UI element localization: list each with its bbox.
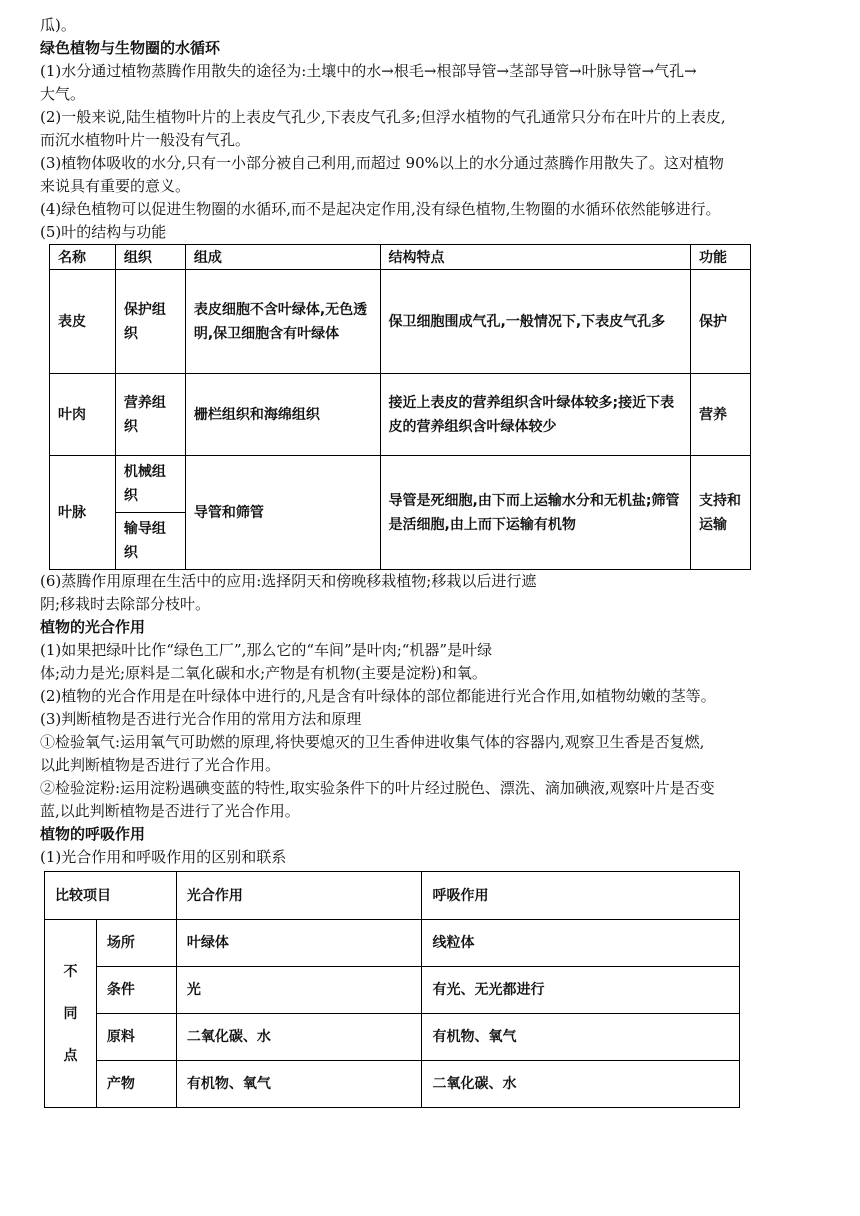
cell-photosynthesis: 二氧化碳、水 [176, 1014, 422, 1061]
cell-features: 保卫细胞围成气孔,一般情况下,下表皮气孔多 [380, 270, 690, 374]
cell-photosynthesis: 光 [176, 967, 422, 1014]
cell-composition: 导管和筛管 [185, 456, 380, 570]
table-header-row [45, 872, 740, 920]
header-cell: 功能 [691, 245, 751, 270]
text-line: (2)一般来说,陆生植物叶片的上表皮气孔少,下表皮气孔多;但浮水植物的气孔通常只分布在叶片的上表皮, [40, 108, 726, 126]
cell-function: 营养 [691, 374, 751, 456]
header-cell: 名称 [50, 245, 116, 270]
cell-respiration: 二氧化碳、水 [422, 1061, 740, 1108]
text-line: (2)植物的光合作用是在叶绿体中进行的,凡是含有叶绿体的部位都能进行光合作用,如植物幼嫩的茎等。 [40, 687, 716, 705]
cell-respiration: 有机物、氧气 [422, 1014, 740, 1061]
leaf-structure-table [49, 244, 751, 570]
table-row [45, 1061, 740, 1108]
text-line: 蓝,以此判断植物是否进行了光合作用。 [40, 802, 300, 820]
text-line: (4)绿色植物可以促进生物圈的水循环,而不是起决定作用,没有绿色植物,生物圈的水循环依然能够进行。 [40, 200, 721, 218]
table-row [50, 374, 751, 456]
cell-name: 叶脉 [50, 456, 116, 570]
text-line: ②检验淀粉:运用淀粉遇碘变蓝的特性,取实验条件下的叶片经过脱色、漂洗、滴加碘液,观察叶片是否变 [40, 779, 715, 797]
cell-composition: 表皮细胞不含叶绿体,无色透明,保卫细胞含有叶绿体 [185, 270, 380, 374]
cell-name: 表皮 [50, 270, 116, 374]
header-cell: 结构特点 [380, 245, 690, 270]
header-cell: 呼吸作用 [422, 872, 740, 920]
group-label-cell [45, 920, 97, 1108]
section-heading-respiration: 植物的呼吸作用 [40, 825, 146, 843]
cell-tissue: 保护组织 [115, 270, 185, 374]
cell-features: 接近上表皮的营养组织含叶绿体较多;接近下表皮的营养组织含叶绿体较少 [380, 374, 690, 456]
cell-item: 场所 [96, 920, 176, 967]
text-line: 体;动力是光;原料是二氧化碳和水;产物是有机物(主要是淀粉)和氧。 [40, 664, 487, 682]
text-line: (1)水分通过植物蒸腾作用散失的途径为:土壤中的水→根毛→根部导管→茎部导管→叶脉导管→气孔→ [40, 62, 697, 80]
cell-tissue: 机械组织 [115, 456, 185, 513]
cell-composition: 栅栏组织和海绵组织 [185, 374, 380, 456]
header-cell: 组织 [115, 245, 185, 270]
text-line: 阴;移栽时去除部分枝叶。 [40, 595, 211, 613]
cell-photosynthesis: 有机物、氧气 [176, 1061, 422, 1108]
cell-photosynthesis: 叶绿体 [176, 920, 422, 967]
cell-respiration: 线粒体 [422, 920, 740, 967]
text-line: 大气。 [40, 85, 86, 103]
table-header-row [50, 245, 751, 270]
document-page [40, 14, 830, 1108]
cell-item: 产物 [96, 1061, 176, 1108]
text-line: 来说具有重要的意义。 [40, 177, 191, 195]
cell-tissue: 输导组织 [115, 513, 185, 570]
text-line: 而沉水植物叶片一般没有气孔。 [40, 131, 251, 149]
cell-respiration: 有光、无光都进行 [422, 967, 740, 1014]
table-row [50, 270, 751, 374]
cell-function: 保护 [691, 270, 751, 374]
header-cell: 组成 [185, 245, 380, 270]
header-cell: 光合作用 [176, 872, 422, 920]
group-label: 不 同 点 [63, 963, 78, 1064]
cell-tissue: 营养组织 [115, 374, 185, 456]
text-line: (1)光合作用和呼吸作用的区别和联系 [40, 848, 287, 866]
section-heading-photosynthesis: 植物的光合作用 [40, 618, 146, 636]
cell-item: 原料 [96, 1014, 176, 1061]
text-line: (3)植物体吸收的水分,只有一小部分被自己利用,而超过 90%以上的水分通过蒸腾作用散失了。这对植物 [40, 154, 724, 172]
cell-name: 叶肉 [50, 374, 116, 456]
text-line: (1)如果把绿叶比作“绿色工厂”,那么它的“车间”是叶肉;“机器”是叶绿 [40, 641, 493, 659]
table-row [45, 1014, 740, 1061]
text-line: (3)判断植物是否进行光合作用的常用方法和原理 [40, 710, 362, 728]
table-row [45, 967, 740, 1014]
header-cell: 比较项目 [45, 872, 177, 920]
text-line: 瓜)。 [40, 16, 76, 34]
comparison-table [44, 871, 740, 1108]
table-row [50, 456, 751, 513]
cell-item: 条件 [96, 967, 176, 1014]
text-line: (6)蒸腾作用原理在生活中的应用:选择阴天和傍晚移栽植物;移栽以后进行遮 [40, 572, 537, 590]
cell-features: 导管是死细胞,由下而上运输水分和无机盐;筛管是活细胞,由上而下运输有机物 [380, 456, 690, 570]
text-line: ①检验氧气:运用氧气可助燃的原理,将快要熄灭的卫生香伸进收集气体的容器内,观察卫生香是否复燃, [40, 733, 705, 751]
text-line: (5)叶的结构与功能 [40, 223, 167, 241]
section-heading-water-cycle: 绿色植物与生物圈的水循环 [40, 39, 221, 57]
table-row [45, 920, 740, 967]
cell-function: 支持和运输 [691, 456, 751, 570]
text-line: 以此判断植物是否进行了光合作用。 [40, 756, 281, 774]
